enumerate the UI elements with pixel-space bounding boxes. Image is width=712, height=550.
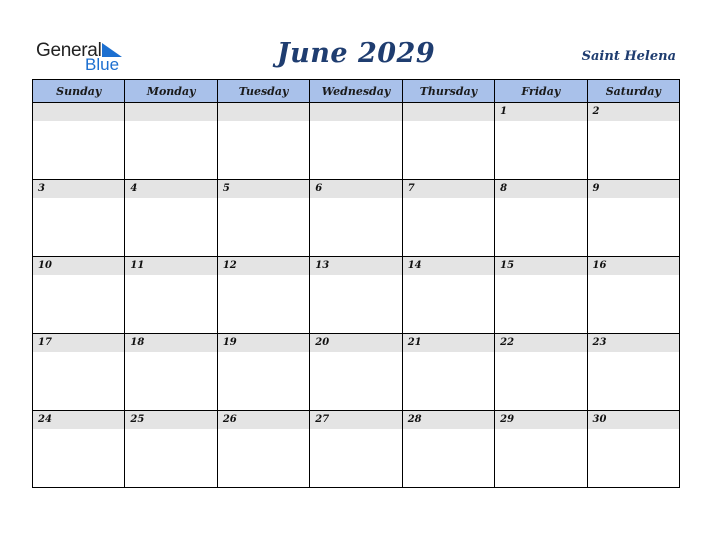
- weekday-header-row: [33, 80, 680, 103]
- day-cell: [495, 257, 587, 334]
- day-cell: [587, 180, 679, 257]
- day-number: 9: [588, 180, 679, 198]
- week-row: [33, 411, 680, 488]
- day-number: 24: [33, 411, 124, 429]
- day-cell: [217, 257, 309, 334]
- week-row: [33, 334, 680, 411]
- day-cell: [217, 334, 309, 411]
- day-cell: [125, 257, 217, 334]
- day-cell: [587, 411, 679, 488]
- day-number: 21: [403, 334, 494, 352]
- day-cell: [310, 180, 402, 257]
- day-number: [403, 103, 494, 121]
- day-number: 11: [125, 257, 216, 275]
- day-number: 7: [403, 180, 494, 198]
- day-number: 19: [218, 334, 309, 352]
- day-cell: [310, 411, 402, 488]
- day-cell: [587, 103, 679, 180]
- day-cell: [125, 334, 217, 411]
- day-number: 25: [125, 411, 216, 429]
- day-number: 8: [495, 180, 586, 198]
- day-cell: [33, 103, 125, 180]
- logo-text-general: General: [36, 40, 102, 61]
- day-cell: [402, 103, 494, 180]
- week-row: [33, 180, 680, 257]
- day-number: 18: [125, 334, 216, 352]
- day-cell: [217, 180, 309, 257]
- week-row: [33, 103, 680, 180]
- country-name: Saint Helena: [581, 49, 676, 64]
- day-number: [125, 103, 216, 121]
- day-cell: [495, 180, 587, 257]
- day-number: 30: [588, 411, 679, 429]
- day-number: 2: [588, 103, 679, 121]
- day-number: 5: [218, 180, 309, 198]
- day-number: 10: [33, 257, 124, 275]
- weekday-header: Tuesday: [217, 80, 309, 103]
- weekday-header: Monday: [125, 80, 217, 103]
- day-cell: [402, 180, 494, 257]
- day-cell: [402, 257, 494, 334]
- page-title: June 2029: [276, 38, 436, 69]
- day-number: [310, 103, 401, 121]
- day-cell: [33, 180, 125, 257]
- day-cell: [125, 180, 217, 257]
- weekday-header: Sunday: [33, 80, 125, 103]
- day-cell: [125, 103, 217, 180]
- weekday-header: Saturday: [587, 80, 679, 103]
- day-number: 3: [33, 180, 124, 198]
- day-cell: [217, 411, 309, 488]
- day-number: 12: [218, 257, 309, 275]
- day-number: [218, 103, 309, 121]
- day-number: 4: [125, 180, 216, 198]
- day-cell: [33, 411, 125, 488]
- day-number: 23: [588, 334, 679, 352]
- day-number: 6: [310, 180, 401, 198]
- day-cell: [495, 103, 587, 180]
- day-cell: [310, 334, 402, 411]
- day-cell: [217, 103, 309, 180]
- day-cell: [587, 257, 679, 334]
- day-cell: [402, 334, 494, 411]
- logo-text-blue: Blue: [85, 55, 120, 74]
- day-number: 29: [495, 411, 586, 429]
- day-number: 28: [403, 411, 494, 429]
- day-cell: [495, 411, 587, 488]
- day-number: 27: [310, 411, 401, 429]
- day-cell: [402, 411, 494, 488]
- day-cell: [33, 334, 125, 411]
- day-cell: [33, 257, 125, 334]
- day-number: 22: [495, 334, 586, 352]
- day-cell: [495, 334, 587, 411]
- weekday-header: Wednesday: [310, 80, 402, 103]
- day-number: 20: [310, 334, 401, 352]
- day-number: 14: [403, 257, 494, 275]
- day-number: 16: [588, 257, 679, 275]
- day-cell: [125, 411, 217, 488]
- day-number: 1: [495, 103, 586, 121]
- week-row: [33, 257, 680, 334]
- day-cell: [587, 334, 679, 411]
- day-cell: [310, 257, 402, 334]
- weekday-header: Thursday: [402, 80, 494, 103]
- day-number: [33, 103, 124, 121]
- day-cell: [310, 103, 402, 180]
- day-number: 17: [33, 334, 124, 352]
- weekday-header: Friday: [495, 80, 587, 103]
- calendar-grid: [32, 79, 680, 488]
- day-number: 26: [218, 411, 309, 429]
- day-number: 15: [495, 257, 586, 275]
- day-number: 13: [310, 257, 401, 275]
